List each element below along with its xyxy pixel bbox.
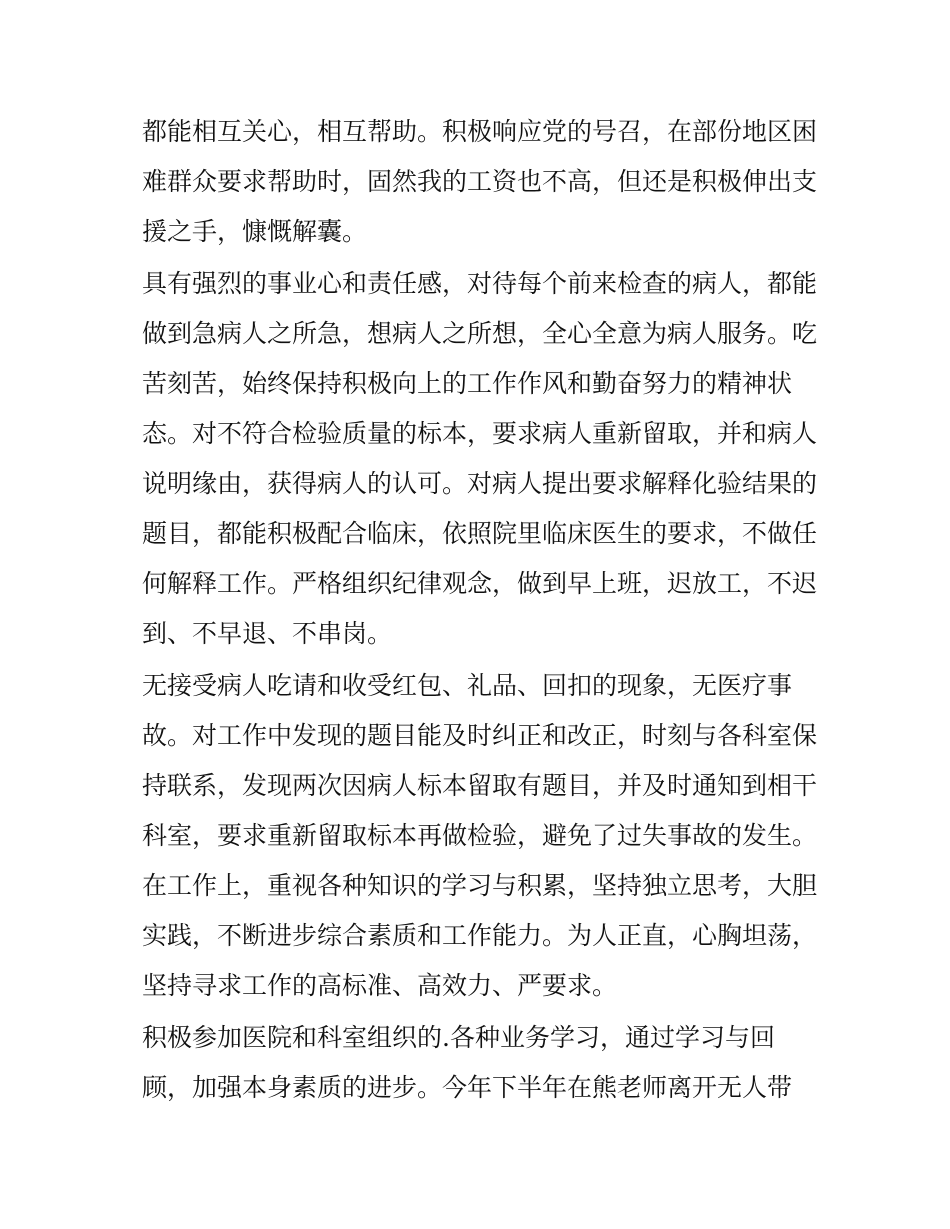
document-body: [142, 107, 822, 1113]
text-line: 态。对不符合检验质量的标本，要求病人重新留取，并和病人: [142, 419, 818, 448]
text-line: 实践，不断进步综合素质和工作能力。为人正直，心胸坦荡，: [142, 921, 818, 950]
text-line: 积极参加医院和科室组织的.各种业务学习，通过学习与回: [142, 1023, 775, 1052]
text-line: 做到急病人之所急，想病人之所想，全心全意为病人服务。吃: [142, 319, 818, 348]
text-line: 都能相互关心，相互帮助。积极响应党的号召，在部份地区困: [142, 117, 818, 146]
text-line: 到、不早退、不串岗。: [142, 619, 393, 648]
text-line: 苦刻苦，始终保持积极向上的工作作风和勤奋努力的精神状: [142, 369, 793, 398]
text-line: 无接受病人吃请和收受红包、礼品、回扣的现象，无医疗事: [142, 671, 793, 700]
text-line: 顾，加强本身素质的进步。今年下半年在熊老师离开无人带: [142, 1073, 793, 1102]
text-line: 故。对工作中发现的题目能及时纠正和改正，时刻与各科室保: [142, 721, 818, 750]
text-line: 题目，都能积极配合临床，依照院里临床医生的要求，不做任: [142, 519, 818, 548]
text-line: 坚持寻求工作的高标准、高效力、严要求。: [142, 971, 618, 1000]
text-line: 援之手，慷慨解囊。: [142, 217, 368, 246]
text-line: 何解释工作。严格组织纪律观念，做到早上班，迟放工，不迟: [142, 569, 818, 598]
text-line: 科室，要求重新留取标本再做检验，避免了过失事故的发生。: [142, 821, 818, 850]
text-line: 持联系，发现两次因病人标本留取有题目，并及时通知到相干: [142, 771, 818, 800]
text-line: 难群众要求帮助时，固然我的工资也不高，但还是积极伸出支: [142, 167, 818, 196]
text-line: 具有强烈的事业心和责任感，对待每个前来检查的病人，都能: [142, 269, 818, 298]
text-line: 在工作上，重视各种知识的学习与积累，坚持独立思考，大胆: [142, 871, 818, 900]
text-line: 说明缘由，获得病人的认可。对病人提出要求解释化验结果的: [142, 469, 818, 498]
